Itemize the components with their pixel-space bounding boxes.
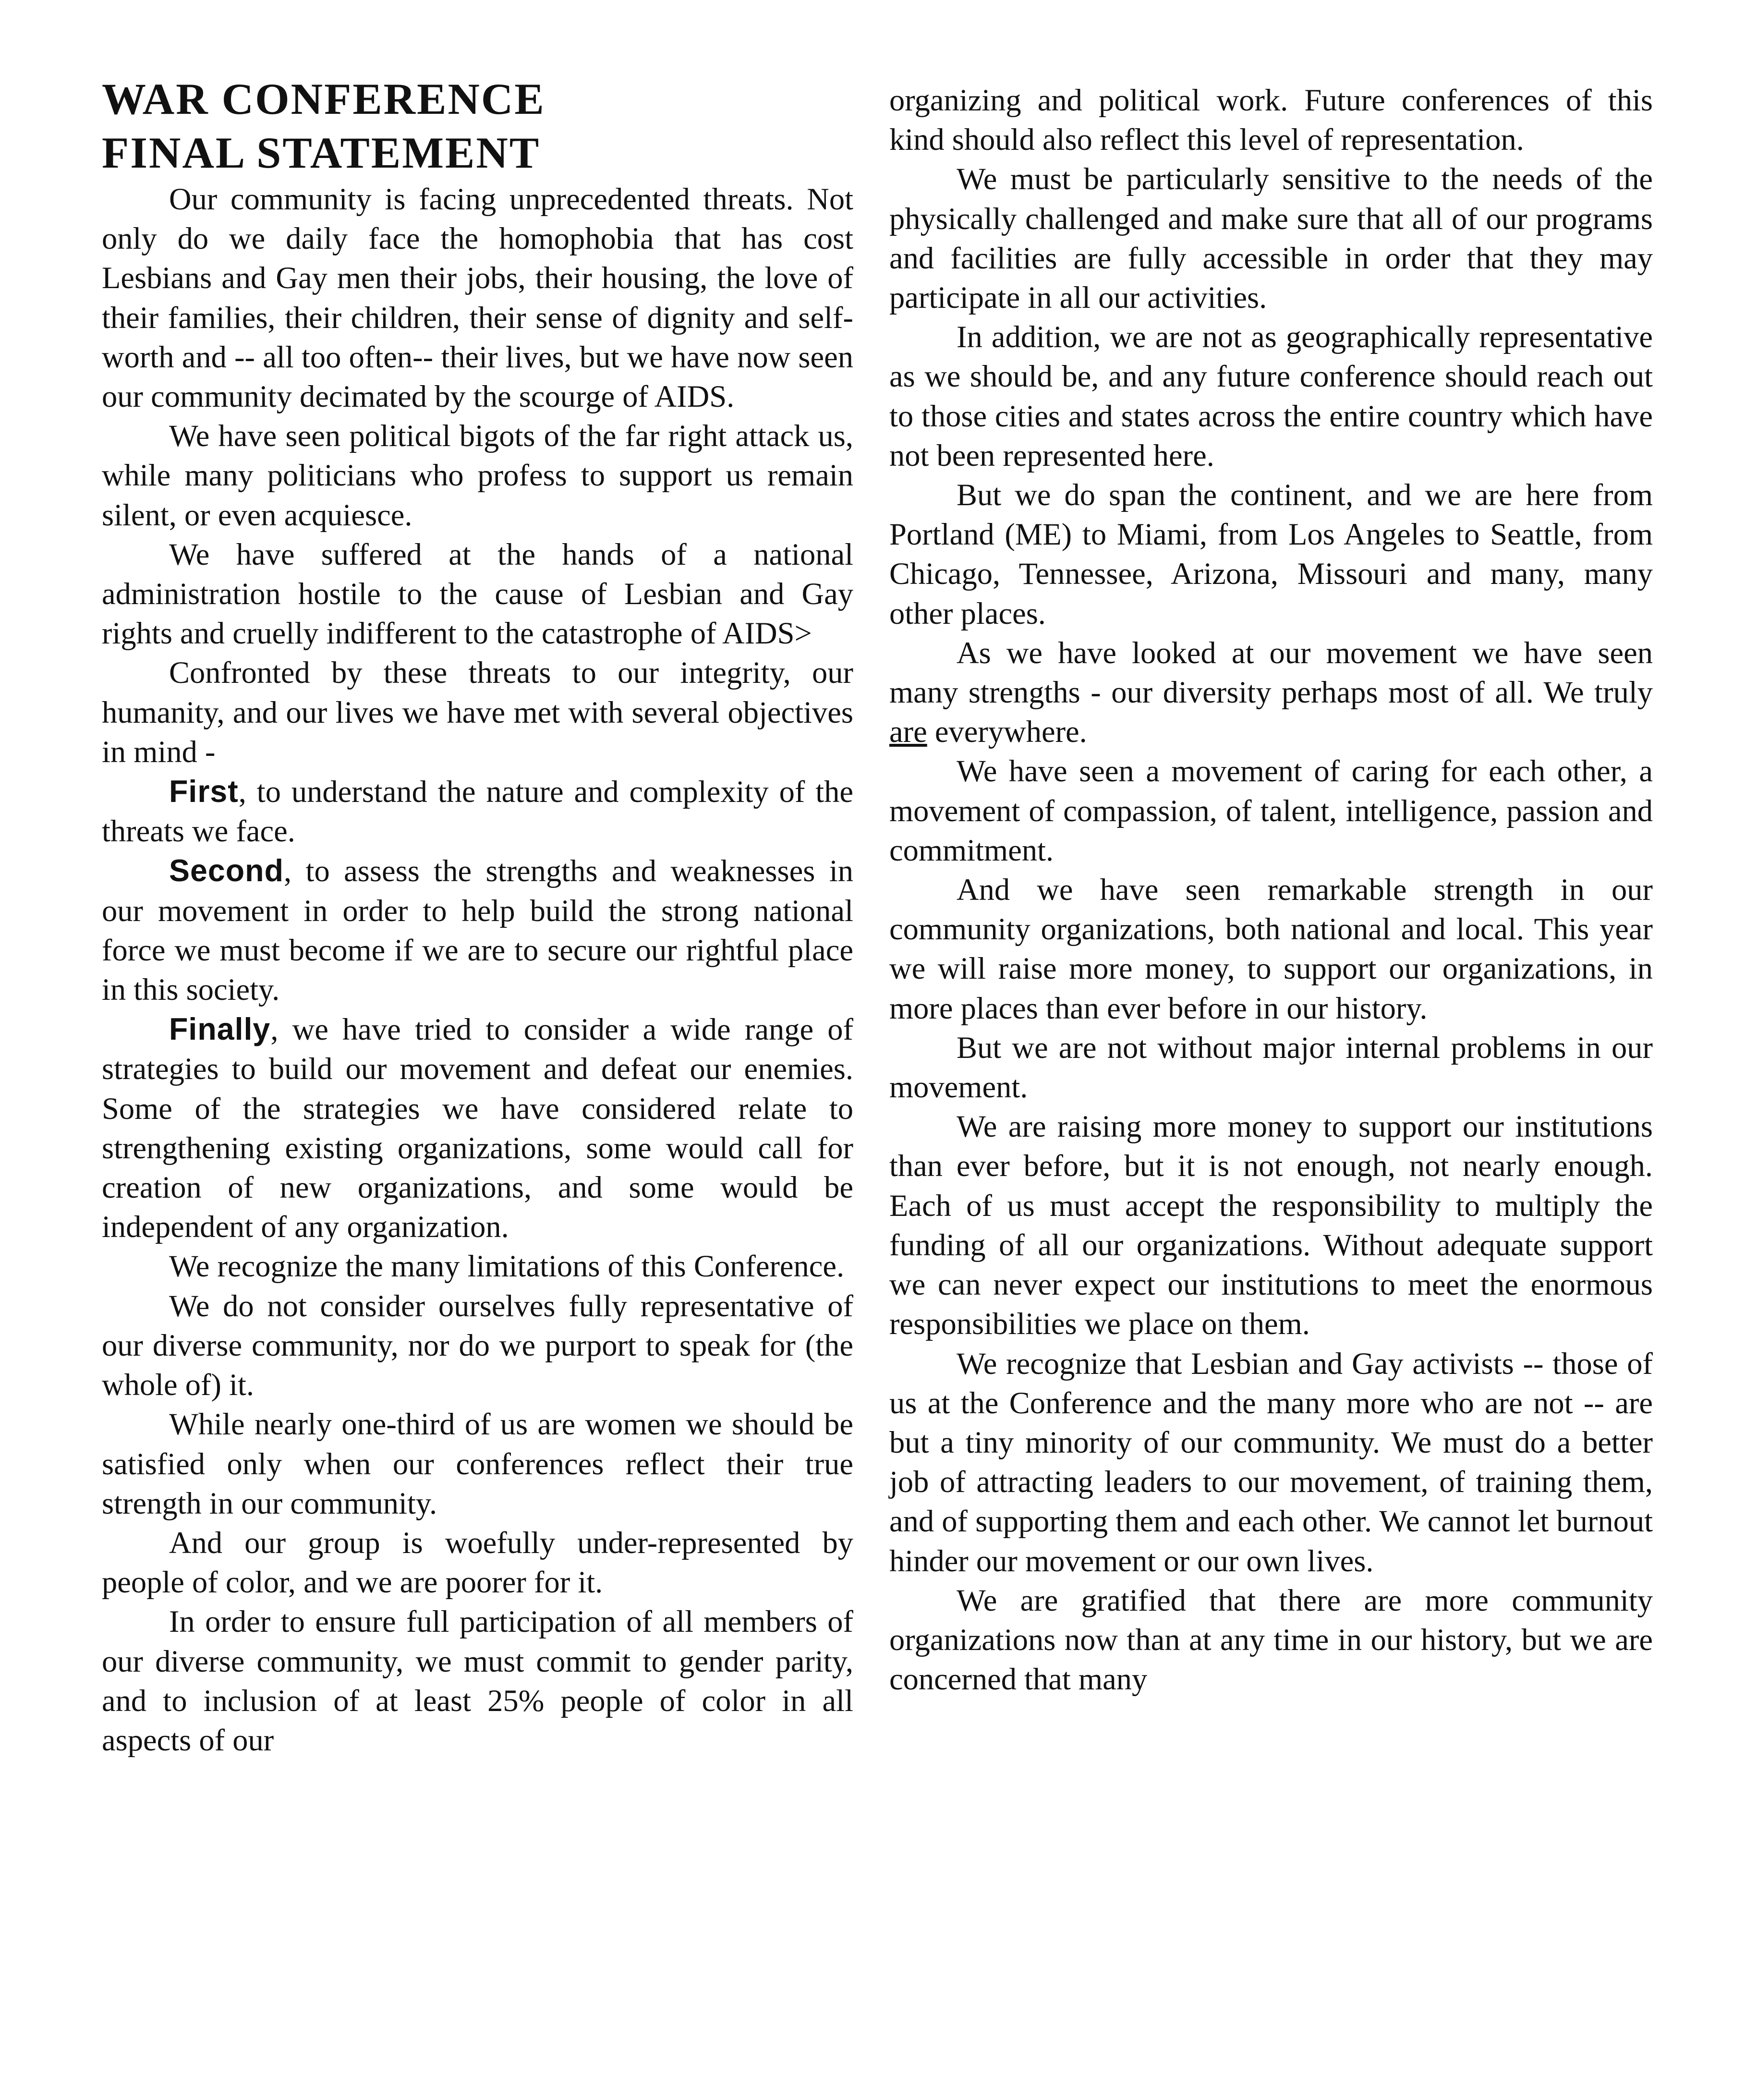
headline bbox=[102, 72, 853, 180]
paragraph: We have seen a movement of caring for each other, a movement of compassion, of talent, intelligence, passion and commitment. bbox=[889, 754, 1653, 867]
paragraph-text: , to understand the nature and complexity of the threats we face. bbox=[102, 775, 853, 849]
paragraph: And we have seen remarkable strength in our community organizations, both national and local. This year we will raise more money, to support our organizations, in more places than ever before in our history. bbox=[889, 873, 1653, 1025]
paragraph: We recognize the many limitations of this Conference. bbox=[169, 1249, 845, 1284]
right-column bbox=[889, 81, 1653, 1699]
paragraph: We are gratified that there are more community organizations now than at any time in our history, but we are concerned that many bbox=[889, 1583, 1653, 1697]
paragraph-strengths bbox=[889, 633, 1653, 752]
paragraph-text: , to assess the strengths and weaknesses in our movement in order to help build the strong national force we must become if we are to secure our rightful place in this society. bbox=[102, 854, 853, 1007]
paragraph: We recognize that Lesbian and Gay activists -- those of us at the Conference and the many more who are not -- are but a tiny minority of our community. We must do a better job of attracting leaders to our movement, of training them, and of supporting them and each other. We cannot let burnout hinder our movement or our own lives. bbox=[889, 1346, 1653, 1578]
paragraph-text: everywhere. bbox=[927, 715, 1087, 749]
paragraph-text: As we have looked at our movement we have seen many strengths - our diversity perhaps most of all. We truly bbox=[889, 635, 1653, 710]
paragraph: But we are not without major internal problems in our movement. bbox=[889, 1030, 1653, 1105]
paragraph: We are raising more money to support our institutions than ever before, but it is not enough, not nearly enough. Each of us must accept the responsibility to multiply the funding of all our organizations. Without adequate support we can never expect our institutions to meet the enormous responsibilities we place on them. bbox=[889, 1109, 1653, 1341]
paragraph-finally bbox=[102, 1009, 853, 1247]
paragraph: We do not consider ourselves fully representative of our diverse community, nor do we purport to speak for (the whole of) it. bbox=[102, 1288, 853, 1402]
headline-line-1: WAR CONFERENCE bbox=[102, 74, 545, 123]
paragraph: And our group is woefully under-represented by people of color, and we are poorer for it. bbox=[102, 1525, 853, 1600]
paragraph: But we do span the continent, and we are here from Portland (ME) to Miami, from Los Angeles to Seattle, from Chicago, Tennessee, Arizona, Missouri and many, many other places. bbox=[889, 478, 1653, 631]
paragraph: In order to ensure full participation of all members of our diverse community, we must commit to gender parity, and to inclusion of at least 25% people of color in all aspects of our bbox=[102, 1604, 853, 1757]
paragraph: Confronted by these threats to our integrity, our humanity, and our lives we have met with several objectives in mind - bbox=[102, 655, 853, 769]
paragraph-second bbox=[102, 851, 853, 1009]
lead-word-second: Second bbox=[169, 853, 284, 888]
paragraph-text: , we have tried to consider a wide range of strategies to build our movement and defeat our enemies. Some of the strategies we have considered relate to strengthening existing organizations, some would call for creation of new organizations, and some would be independent of any organization. bbox=[102, 1012, 853, 1244]
paragraph: We have suffered at the hands of a national administration hostile to the cause of Lesbian and Gay rights and cruelly indifferent to the catastrophe of AIDS> bbox=[102, 537, 853, 651]
underlined-word: are bbox=[889, 715, 927, 749]
headline-line-2: FINAL STATEMENT bbox=[102, 128, 541, 177]
paragraph: We have seen political bigots of the far right attack us, while many politicians who profess to support us remain silent, or even acquiesce. bbox=[102, 419, 853, 532]
lead-word-first: First bbox=[169, 774, 239, 809]
paragraph: We must be particularly sensitive to the needs of the physically challenged and make sure that all of our programs and facilities are fully accessible in order that they may participate in all our activities. bbox=[889, 162, 1653, 315]
paragraph: Our community is facing unprecedented threats. Not only do we daily face the homophobia that has cost Lesbians and Gay men their jobs, their housing, the love of their families, their children, their sense of dignity and self-worth and -- all too often-- their lives, but we have now seen our community decimated by the scourge of AIDS. bbox=[102, 182, 853, 414]
left-column bbox=[102, 72, 853, 1760]
paragraph-first bbox=[102, 772, 853, 851]
paragraph-continued: organizing and political work. Future conferences of this kind should also reflect this level of representation. bbox=[889, 83, 1653, 157]
paragraph: In addition, we are not as geographically representative as we should be, and any future conference should reach out to those cities and states across the entire country which have not been represented here. bbox=[889, 320, 1653, 473]
lead-word-finally: Finally bbox=[169, 1012, 271, 1047]
paragraph: While nearly one-third of us are women we should be satisfied only when our conferences reflect their true strength in our community. bbox=[102, 1407, 853, 1520]
